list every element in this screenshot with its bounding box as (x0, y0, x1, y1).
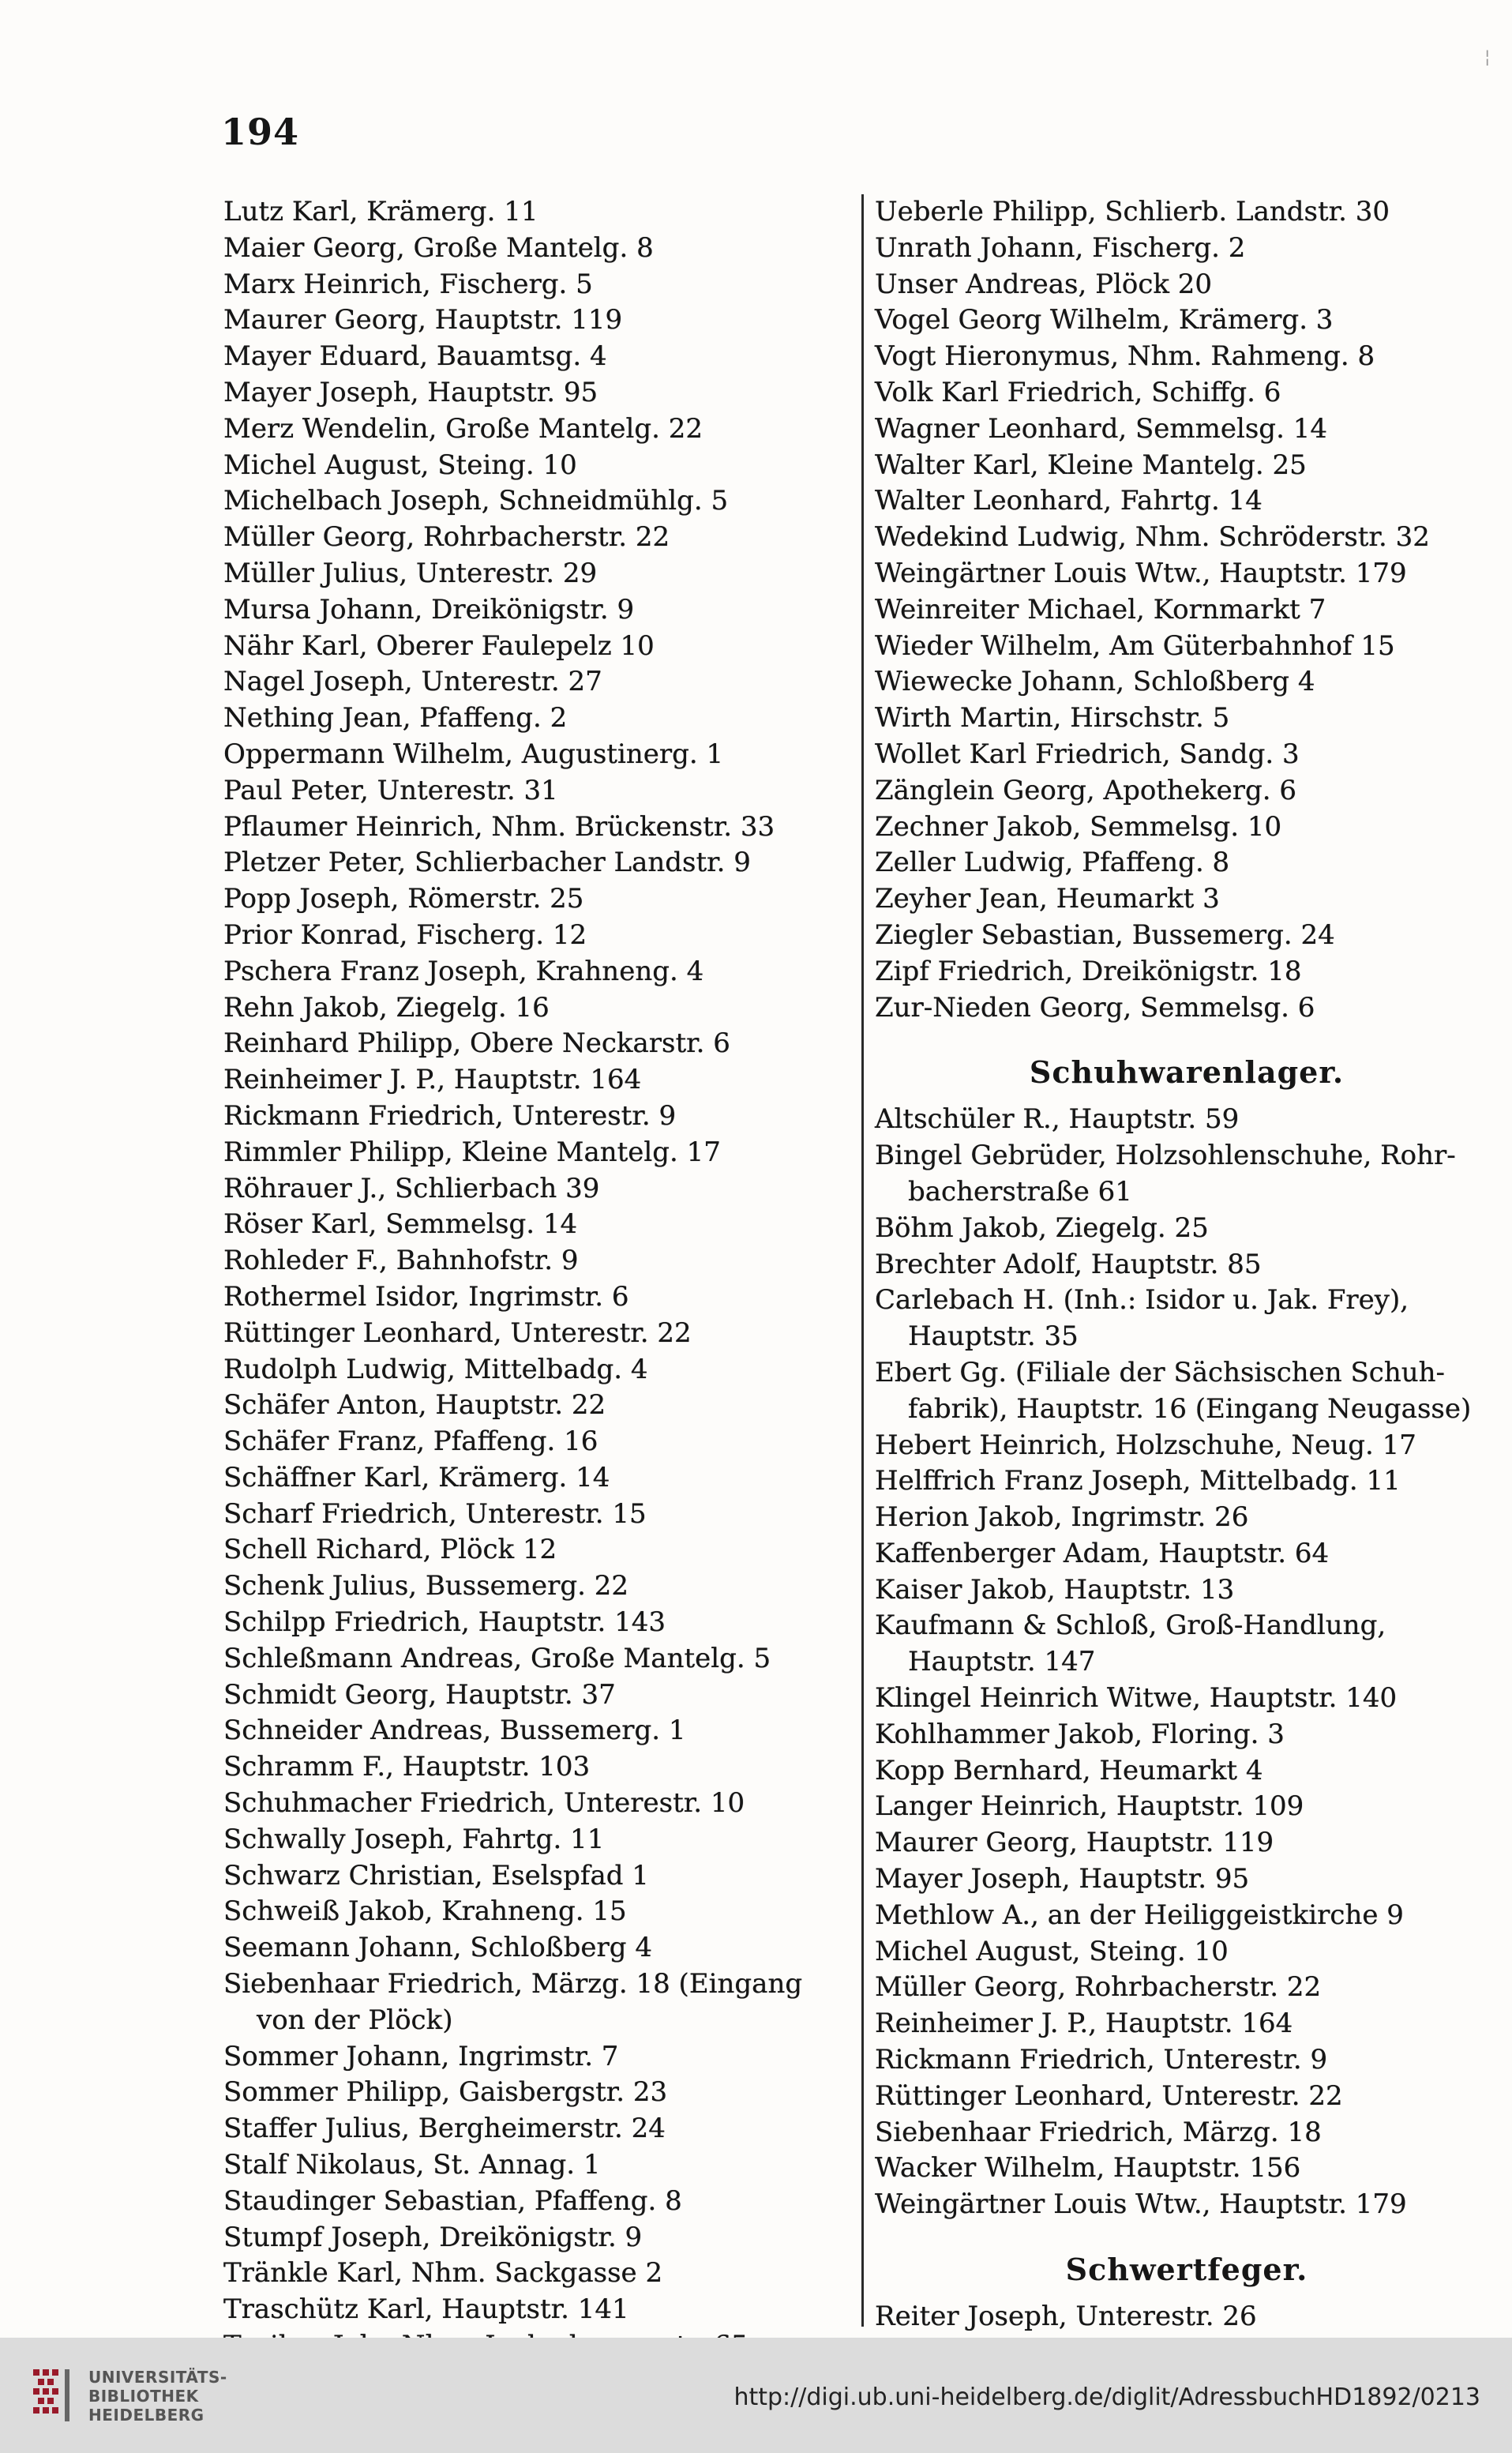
directory-entry: Röser Karl, Semmelsg. 14 (223, 1208, 578, 1241)
footer-bar (0, 2338, 1512, 2453)
directory-list-sword-makers (875, 2299, 1499, 2335)
directory-entry: Reinheimer J. P., Hauptstr. 164 (223, 1064, 642, 1096)
directory-entry: Brechter Adolf, Hauptstr. 85 (875, 1248, 1262, 1280)
directory-entry: Pletzer Peter, Schlierbacher Landstr. 9 (223, 847, 751, 879)
directory-entry: Schwally Joseph, Fahrtg. 11 (223, 1823, 605, 1855)
directory-entry: Mayer Joseph, Hauptstr. 95 (875, 1863, 1250, 1895)
scan-edge-mark: ¦ (1484, 47, 1491, 67)
logo-line: UNIVERSITÄTS- (88, 2368, 227, 2387)
directory-entry: Michelbach Joseph, Schneidmühlg. 5 (223, 485, 729, 517)
directory-entry: Kohlhammer Jakob, Floring. 3 (875, 1718, 1285, 1750)
directory-entry: Ziegler Sebastian, Bussemerg. 24 (875, 918, 1335, 951)
directory-entry: Reiter Joseph, Unterestr. 26 (875, 2301, 1257, 2333)
directory-entry: Langer Heinrich, Hauptstr. 109 (875, 1790, 1304, 1823)
directory-entry: Sommer Philipp, Gaisbergstr. 23 (223, 2076, 668, 2109)
directory-entry: Vogel Georg Wilhelm, Krämerg. 3 (875, 304, 1334, 336)
directory-entry: Mayer Eduard, Bauamtsg. 4 (223, 340, 607, 373)
directory-entry: Schwarz Christian, Eselspfad 1 (223, 1859, 649, 1891)
directory-entry: Lutz Karl, Krämerg. 11 (223, 196, 538, 227)
directory-entry: Schenk Julius, Bussemerg. 22 (223, 1570, 629, 1602)
left-column (223, 194, 855, 2365)
directory-entry: Volk Karl Friedrich, Schiffg. 6 (875, 376, 1281, 408)
directory-entry: Böhm Jakob, Ziegelg. 25 (875, 1211, 1209, 1244)
section-heading-sword-makers: Schwertfeger. (1065, 2252, 1308, 2288)
directory-entry: Weingärtner Louis Wtw., Hauptstr. 179 (875, 2188, 1407, 2221)
directory-entry: Stumpf Joseph, Dreikönigstr. 9 (223, 2221, 643, 2253)
directory-entry: Wedekind Ludwig, Nhm. Schröderstr. 32 (875, 521, 1430, 554)
directory-entry: Traschütz Karl, Hauptstr. 141 (223, 2293, 629, 2326)
directory-entry: Herion Jakob, Ingrimstr. 26 (875, 1501, 1249, 1534)
directory-entry: Unrath Johann, Fischerg. 2 (875, 231, 1246, 264)
column-divider (861, 194, 864, 2327)
directory-entry: Zur-Nieden Georg, Semmelsg. 6 (875, 991, 1315, 1024)
directory-entry: Nagel Joseph, Unterestr. 27 (223, 666, 602, 698)
directory-entry: Weinreiter Michael, Kornmarkt 7 (875, 593, 1326, 625)
directory-entry: Walter Karl, Kleine Mantelg. 25 (875, 449, 1307, 481)
directory-entry: Rickmann Friedrich, Unterestr. 9 (875, 2044, 1328, 2076)
directory-entry: Nething Jean, Pfaffeng. 2 (223, 702, 568, 734)
directory-entry: Weingärtner Louis Wtw., Hauptstr. 179 (875, 557, 1407, 589)
directory-entry: Paul Peter, Unterestr. 31 (223, 774, 558, 806)
directory-entry: Ueberle Philipp, Schlierb. Landstr. 30 (875, 196, 1390, 227)
directory-entry: Schweiß Jakob, Krahneng. 15 (223, 1895, 627, 1928)
directory-entry: Zipf Friedrich, Dreikönigstr. 18 (875, 955, 1302, 987)
directory-entry: Staudinger Sebastian, Pfaffeng. 8 (223, 2184, 682, 2217)
directory-entry: Rüttinger Leonhard, Unterestr. 22 (223, 1317, 692, 1349)
directory-entry: Marx Heinrich, Fischerg. 5 (223, 268, 593, 300)
directory-entry: Reinheimer J. P., Hauptstr. 164 (875, 2008, 1293, 2040)
directory-entry: Altschüler R., Hauptstr. 59 (875, 1103, 1240, 1136)
directory-entry: Rüttinger Leonhard, Unterestr. 22 (875, 2079, 1343, 2112)
directory-entry: fabrik), Hauptstr. 16 (Eingang Neugasse) (908, 1392, 1472, 1425)
directory-entry: Merz Wendelin, Große Mantelg. 22 (223, 412, 703, 445)
section-heading-shoe-stores: Schuhwarenlager. (1029, 1054, 1345, 1091)
directory-entry: Seemann Johann, Schloßberg 4 (223, 1932, 652, 1964)
directory-entry: Röhrauer J., Schlierbach 39 (223, 1172, 600, 1204)
directory-entry: Helffrich Franz Joseph, Mittelbadg. 11 (875, 1465, 1401, 1497)
directory-entry: Klingel Heinrich Witwe, Hauptstr. 140 (875, 1682, 1398, 1715)
library-logo-icon (30, 2365, 77, 2426)
directory-entry: Wagner Leonhard, Semmelsg. 14 (875, 412, 1327, 445)
directory-entry: Rehn Jakob, Ziegelg. 16 (223, 991, 550, 1024)
directory-entry: Scharf Friedrich, Unterestr. 15 (223, 1497, 647, 1530)
directory-entry: Vogt Hieronymus, Nhm. Rahmeng. 8 (875, 340, 1375, 373)
directory-entry: Hauptstr. 147 (908, 1646, 1096, 1678)
directory-entry: Tränkle Karl, Nhm. Sackgasse 2 (223, 2257, 663, 2290)
directory-entry: Müller Georg, Rohrbacherstr. 22 (223, 521, 670, 554)
directory-entry: Kopp Bernhard, Heumarkt 4 (875, 1754, 1263, 1786)
directory-entry: Wieder Wilhelm, Am Güterbahnhof 15 (875, 629, 1395, 662)
directory-entry: Methlow A., an der Heiliggeistkirche 9 (875, 1899, 1404, 1931)
directory-entry: Ebert Gg. (Filiale der Sächsischen Schuh- (875, 1356, 1446, 1388)
directory-entry: Wiewecke Johann, Schloßberg 4 (875, 666, 1315, 698)
directory-entry: von der Plöck) (257, 2004, 453, 2036)
directory-entry: Pschera Franz Joseph, Krahneng. 4 (223, 955, 704, 987)
directory-entry: Rothermel Isidor, Ingrimstr. 6 (223, 1280, 629, 1313)
directory-entry: bacherstraße 61 (908, 1175, 1132, 1208)
directory-entry: Carlebach H. (Inh.: Isidor u. Jak. Frey), (875, 1284, 1409, 1317)
directory-entry: Schäfer Anton, Hauptstr. 22 (223, 1389, 606, 1422)
directory-entry: Kaiser Jakob, Hauptstr. 13 (875, 1573, 1235, 1606)
directory-entry: Maurer Georg, Hauptstr. 119 (223, 304, 623, 336)
directory-entry: Hebert Heinrich, Holzschuhe, Neug. 17 (875, 1429, 1416, 1461)
directory-entry: Rudolph Ludwig, Mittelbadg. 4 (223, 1353, 648, 1385)
directory-entry: Zeyher Jean, Heumarkt 3 (875, 883, 1220, 915)
directory-list-top (875, 194, 1499, 1026)
directory-list-shoe-stores (875, 1102, 1499, 2223)
directory-entry: Schilpp Friedrich, Hauptstr. 143 (223, 1606, 666, 1639)
logo-line: HEIDELBERG (88, 2406, 204, 2425)
directory-entry: Wacker Wilhelm, Hauptstr. 156 (875, 2152, 1301, 2184)
directory-entry: Zechner Jakob, Semmelsg. 10 (875, 810, 1282, 843)
directory-entry: Walter Leonhard, Fahrtg. 14 (875, 485, 1263, 517)
directory-entry: Schäfer Franz, Pfaffeng. 16 (223, 1426, 598, 1458)
right-column (875, 194, 1499, 2335)
directory-entry: Müller Georg, Rohrbacherstr. 22 (875, 1971, 1322, 2004)
directory-entry: Schneider Andreas, Bussemerg. 1 (223, 1715, 686, 1747)
library-logo-text (88, 2368, 227, 2425)
directory-entry: Sommer Johann, Ingrimstr. 7 (223, 2040, 619, 2072)
directory-entry: Siebenhaar Friedrich, Märzg. 18 (Eingang (223, 1968, 803, 2000)
directory-entry: Reinhard Philipp, Obere Neckarstr. 6 (223, 1027, 730, 1060)
directory-entry: Staffer Julius, Bergheimerstr. 24 (223, 2113, 666, 2145)
directory-entry: Prior Konrad, Fischerg. 12 (223, 918, 587, 951)
directory-entry: Maurer Georg, Hauptstr. 119 (875, 1827, 1274, 1859)
directory-entry: Bingel Gebrüder, Holzsohlenschuhe, Rohr- (875, 1140, 1456, 1172)
logo-line: BIBLIOTHEK (88, 2387, 199, 2406)
directory-entry: Michel August, Steing. 10 (875, 1935, 1229, 1967)
directory-entry: Schuhmacher Friedrich, Unterestr. 10 (223, 1787, 745, 1820)
directory-entry: Mursa Johann, Dreikönigstr. 9 (223, 593, 635, 625)
directory-entry: Zänglein Georg, Apothekerg. 6 (875, 774, 1296, 806)
directory-entry: Schleßmann Andreas, Große Mantelg. 5 (223, 1642, 771, 1674)
directory-entry: Zeller Ludwig, Pfaffeng. 8 (875, 847, 1230, 879)
source-url-link[interactable]: http://digi.ub.uni-heidelberg.de/diglit/AdressbuchHD1892/0213 (733, 2384, 1480, 2411)
directory-entry: Kaufmann & Schloß, Groß-Handlung, (875, 1610, 1386, 1642)
directory-entry: Schramm F., Hauptstr. 103 (223, 1751, 591, 1783)
directory-entry: Müller Julius, Unterestr. 29 (223, 557, 598, 589)
page-number: 194 (221, 111, 300, 153)
directory-entry: Schäffner Karl, Krämerg. 14 (223, 1461, 610, 1493)
directory-entry: Siebenhaar Friedrich, Märzg. 18 (875, 2116, 1322, 2148)
directory-entry: Unser Andreas, Plöck 20 (875, 268, 1213, 300)
directory-entry: Nähr Karl, Oberer Faulepelz 10 (223, 629, 655, 662)
directory-entry: Stalf Nikolaus, St. Annag. 1 (223, 2149, 601, 2181)
directory-entry: Rimmler Philipp, Kleine Mantelg. 17 (223, 1136, 721, 1168)
directory-entry: Hauptstr. 35 (908, 1320, 1079, 1353)
directory-entry: Rickmann Friedrich, Unterestr. 9 (223, 1099, 677, 1132)
directory-entry: Schell Richard, Plöck 12 (223, 1534, 557, 1566)
directory-entry: Rohleder F., Bahnhofstr. 9 (223, 1245, 579, 1277)
directory-entry: Wollet Karl Friedrich, Sandg. 3 (875, 738, 1300, 770)
directory-entry: Maier Georg, Große Mantelg. 8 (223, 231, 654, 264)
directory-entry: Wirth Martin, Hirschstr. 5 (875, 702, 1230, 734)
directory-entry: Pflaumer Heinrich, Nhm. Brückenstr. 33 (223, 810, 775, 843)
directory-entry: Schmidt Georg, Hauptstr. 37 (223, 1678, 616, 1711)
directory-entry: Mayer Joseph, Hauptstr. 95 (223, 376, 598, 408)
directory-entry: Popp Joseph, Römerstr. 25 (223, 883, 584, 915)
directory-entry: Michel August, Steing. 10 (223, 449, 577, 481)
directory-entry: Kaffenberger Adam, Hauptstr. 64 (875, 1537, 1330, 1569)
directory-entry: Oppermann Wilhelm, Augustinerg. 1 (223, 738, 724, 770)
